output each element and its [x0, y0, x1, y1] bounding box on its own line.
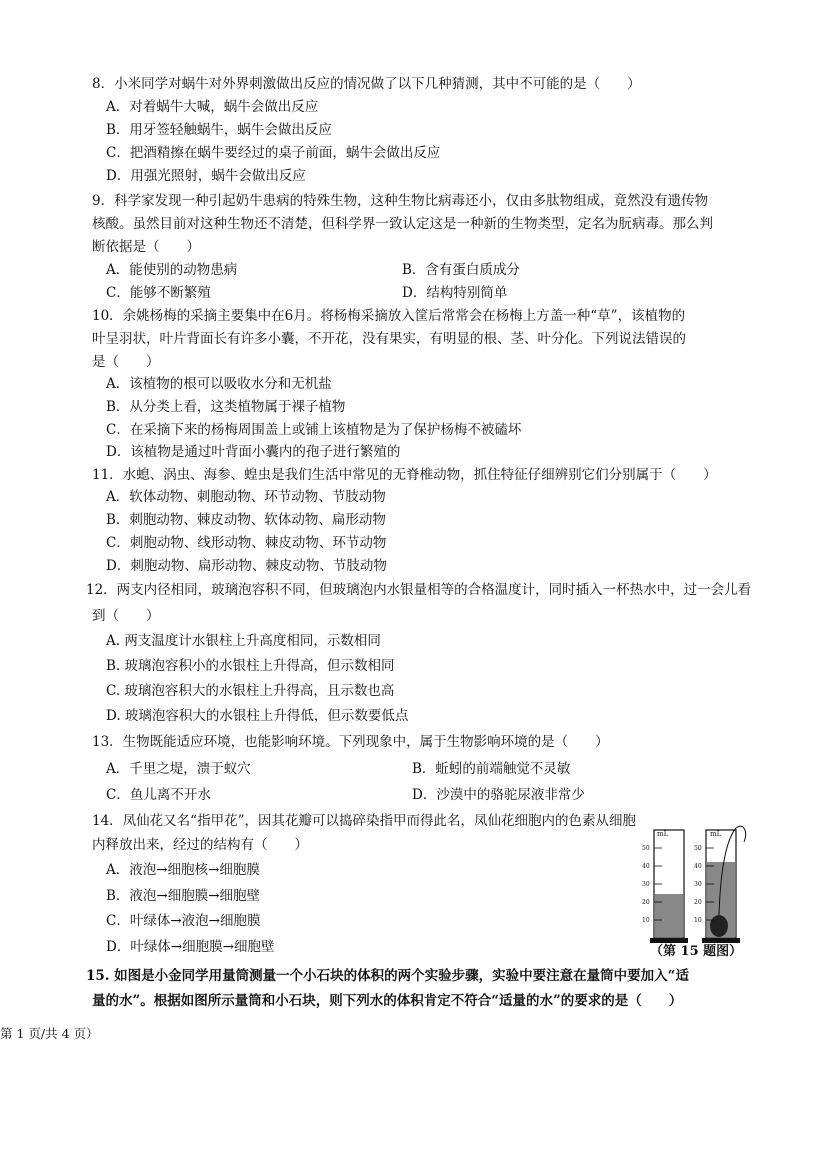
q14-stem-line2: 内释放出来，经过的结构有（ ）	[92, 837, 308, 853]
cylinder-unit-label: mL	[657, 830, 669, 838]
q11-option-c: C．刺胞动物、线形动物、棘皮动物、环节动物	[106, 535, 387, 551]
q10-stem-line2: 叶呈羽状，叶片背面长有许多小囊，不开花，没有果实，有明显的根、茎、叶分化。下列说法错误的	[92, 331, 686, 347]
tick-label: 30	[642, 881, 650, 888]
q14-option-c: C．叶绿体→液泡→细胞膜	[106, 913, 261, 929]
q11-option-b: B．刺胞动物、棘皮动物、软体动物、扁形动物	[106, 512, 386, 528]
cylinder-unit-label: mL	[710, 830, 722, 838]
q9-option-a: A．能使别的动物患病	[106, 262, 238, 278]
tick-label: 40	[642, 863, 650, 870]
tick-label: 40	[694, 863, 702, 870]
figure-caption: （第 15 题图）	[650, 944, 743, 959]
graduated-cylinders-figure	[640, 822, 750, 952]
tick-label: 10	[642, 917, 650, 924]
q9-option-c: C．能够不断繁殖	[106, 285, 211, 301]
q10-option-b: B．从分类上看，这类植物属于裸子植物	[106, 399, 346, 415]
q13-option-d: D．沙漠中的骆驼尿液非常少	[412, 787, 585, 803]
q15-stem-line1: 15. 如图是小金同学用量筒测量一个小石块的体积的两个实验步骤，实验中要注意在量筒中要加入“适	[86, 968, 689, 984]
q14-option-b: B．液泡→细胞膜→细胞壁	[106, 888, 261, 904]
q9-stem-line2: 核酸。虽然目前对这种生物还不清楚，但科学界一致认定这是一种新的生物类型，定名为朊病毒。那么判	[92, 216, 713, 232]
q13-option-c: C．鱼儿离不开水	[106, 787, 211, 803]
q9-option-b: B．含有蛋白质成分	[402, 262, 520, 278]
tick-label: 10	[694, 917, 702, 924]
q8-option-d: D．用强光照射，蜗牛会做出反应	[106, 168, 306, 184]
q12-option-c: C. 玻璃泡容积大的水银柱上升得高，且示数也高	[106, 683, 395, 699]
cylinder-water-only	[642, 830, 688, 943]
tick-label: 20	[642, 899, 650, 906]
q14-stem-line1: 14．凤仙花又名“指甲花”，因其花瓣可以捣碎染指甲而得此名，凤仙花细胞内的色素从细胞	[92, 813, 636, 829]
q15-stem-line2: 量的水”。根据如图所示量筒和小石块，则下列水的体积肯定不符合“适量的水”的要求的是（ ）	[92, 993, 683, 1009]
q14-option-d: D．叶绿体→细胞膜→细胞壁	[106, 939, 275, 955]
q8-option-b: B．用牙签轻触蜗牛，蜗牛会做出反应	[106, 122, 332, 138]
q8-stem: 8．小米同学对蜗牛对外界刺激做出反应的情况做了以下几种猜测，其中不可能的是（ ）	[92, 76, 641, 92]
q10-option-a: A．该植物的根可以吸收水分和无机盐	[106, 376, 332, 392]
q12-option-d: D. 玻璃泡容积大的水银柱上升得低，但示数要低点	[106, 708, 409, 724]
q11-stem: 11．水螅、涡虫、海参、蝗虫是我们生活中常见的无脊椎动物，抓住特征仔细辨别它们分别属于（ ）	[92, 467, 717, 483]
tick-label: 50	[642, 845, 650, 852]
q12-stem-line1: 12．两支内径相同，玻璃泡容积不同，但玻璃泡内水银量相等的合格温度计，同时插入一杯热水中，过一会儿看	[86, 582, 752, 598]
tick-label: 30	[694, 881, 702, 888]
q9-option-d: D．结构特别简单	[402, 285, 508, 301]
q13-option-a: A．千里之堤，溃于蚁穴	[106, 761, 251, 777]
tick-label: 50	[694, 845, 702, 852]
q12-stem-line2: 到（ ）	[92, 608, 160, 624]
tick-label: 20	[694, 899, 702, 906]
q14-option-a: A．液泡→细胞核→细胞膜	[106, 862, 260, 878]
cylinder-with-stone	[694, 826, 746, 943]
q13-stem: 13．生物既能适应环境，也能影响环境。下列现象中，属于生物影响环境的是（ ）	[92, 734, 609, 750]
q11-option-a: A．软体动物、刺胞动物、环节动物、节肢动物	[106, 489, 386, 505]
q8-option-c: C．把酒精擦在蜗牛要经过的桌子前面，蜗牛会做出反应	[106, 145, 441, 161]
stone	[710, 915, 728, 937]
q12-option-a: A. 两支温度计水银柱上升高度相同，示数相同	[106, 633, 381, 649]
q9-stem-line1: 9．科学家发现一种引起奶牛患病的特殊生物，这种生物比病毒还小，仅由多肽物组成，竟然没有遗传物	[92, 193, 709, 209]
page-footer: 第 1 页/共 4 页）	[0, 1026, 99, 1041]
q10-option-d: D．该植物是通过叶背面小囊内的孢子进行繁殖的	[106, 444, 401, 460]
q11-option-d: D．刺胞动物、扁形动物、棘皮动物、节肢动物	[106, 558, 387, 574]
q10-option-c: C．在采摘下来的杨梅周围盖上或铺上该植物是为了保护杨梅不被磕坏	[106, 422, 522, 438]
q13-option-b: B．蚯蚓的前端触觉不灵敏	[412, 761, 571, 777]
q12-option-b: B. 玻璃泡容积小的水银柱上升得高，但示数相同	[106, 658, 395, 674]
q10-stem-line1: 10．余姚杨梅的采摘主要集中在6月。将杨梅采摘放入筐后常常会在杨梅上方盖一种“草”，该植物的	[92, 308, 686, 324]
q9-stem-line3: 断依据是（ ）	[92, 239, 200, 255]
q8-option-a: A．对着蜗牛大喊，蜗牛会做出反应	[106, 99, 319, 115]
q10-stem-line3: 是（ ）	[92, 354, 160, 370]
